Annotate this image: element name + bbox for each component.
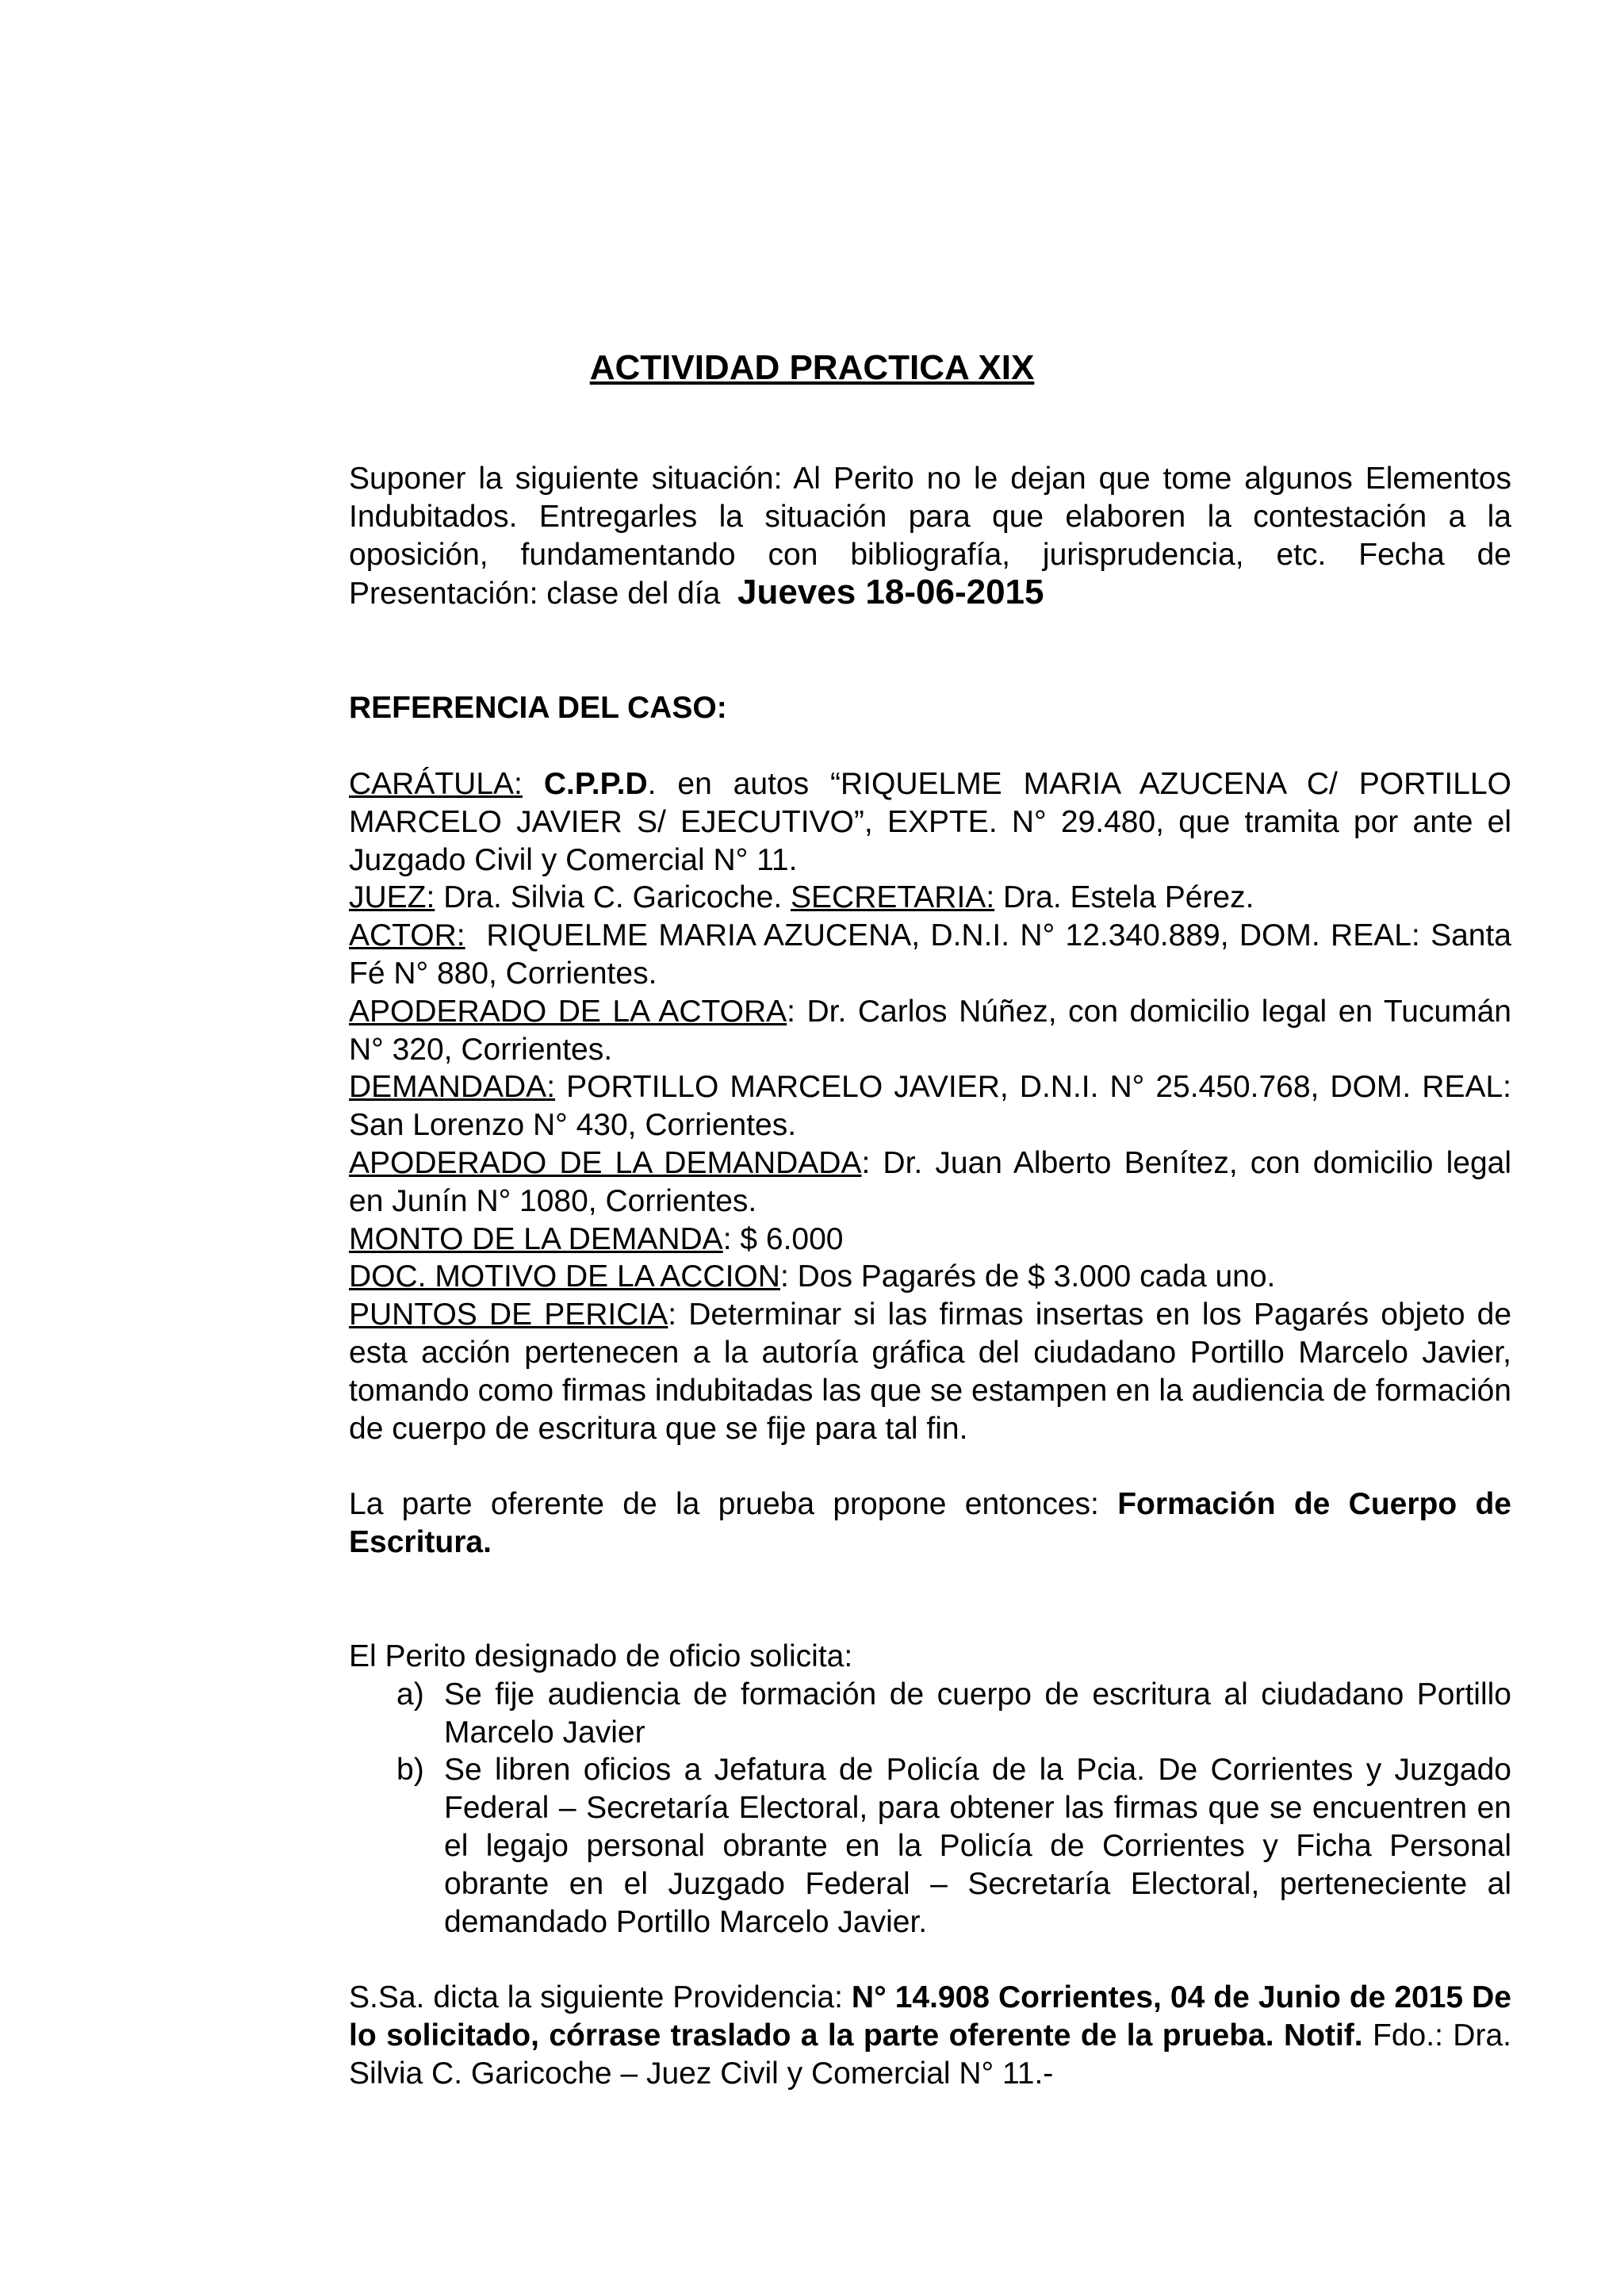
juez-text: Dra. Silvia C. Garicoche. (443, 880, 783, 915)
apoderado-actora-paragraph (349, 993, 1511, 1069)
propuesta-text: La parte oferente de la prueba propone entonces: (349, 1487, 1099, 1522)
apoderado-demandada-paragraph (349, 1144, 1511, 1221)
apoderado-demandada-text: : Dr. Juan Alberto Benítez, con domicilio legal en Junín N° 1080, Corrientes. (349, 1145, 1511, 1218)
providencia-paragraph (349, 1979, 1511, 2092)
list-marker: a) (396, 1677, 424, 1711)
puntos-pericia-label: PUNTOS DE PERICIA (349, 1297, 668, 1332)
providencia-text: S.Sa. dicta la siguiente Providencia: (349, 1980, 843, 2015)
doc-motivo-paragraph (349, 1258, 1511, 1296)
apoderado-actora-label: APODERADO DE LA ACTORA (349, 994, 787, 1029)
apoderado-demandada-label: APODERADO DE LA DEMANDADA (349, 1145, 862, 1180)
demandada-text: PORTILLO MARCELO JAVIER, D.N.I. N° 25.450.768, DOM. REAL: San Lorenzo N° 430, Corrientes. (349, 1070, 1511, 1143)
perito-requests-list (349, 1676, 1511, 1941)
propuesta-paragraph (349, 1485, 1511, 1562)
monto-text: : $ 6.000 (722, 1221, 844, 1256)
caratula-text: . en autos “RIQUELME MARIA AZUCENA C/ PORTILLO MARCELO JAVIER S/ EJECUTIVO”, EXPTE. N° 29.480, que tramita por ante el Juzgado Civil y Comercial N° 11. (349, 766, 1511, 877)
propuesta-bold: Formación de Cuerpo de Escritura. (349, 1487, 1511, 1560)
doc-motivo-text: : Dos Pagarés de $ 3.000 cada uno. (779, 1259, 1276, 1294)
presentation-date: Jueves 18-06-2015 (737, 573, 1044, 612)
actor-label: ACTOR: (349, 918, 465, 953)
list-item (349, 1751, 1511, 1941)
providencia-bold: N° 14.908 Corrientes, 04 de Junio de 2015 De lo solicitado, córrase traslado a la parte oferente de la prueba. Notif. (349, 1980, 1511, 2053)
list-item-text: Se fije audiencia de formación de cuerpo de escritura al ciudadano Portillo Marcelo Javier (444, 1677, 1511, 1750)
document-title: ACTIVIDAD PRACTICA XIX (589, 348, 1035, 387)
intro-paragraph (349, 460, 1511, 613)
doc-motivo-label: DOC. MOTIVO DE LA ACCION (349, 1259, 780, 1294)
demandada-label: DEMANDADA: (349, 1070, 556, 1105)
caratula-code: C.P.P.D (543, 766, 648, 801)
puntos-pericia-text: : Determinar si las firmas insertas en los Pagarés objeto de esta acción pertenecen a la autoría gráfica del ciudadano Portillo Marcelo Javier, tomando como firmas indubitadas las que se estampen en la audiencia de formación de cuerpo de escritura que se fije para tal fin. (349, 1297, 1512, 1446)
providencia-signature: Fdo.: Dra. Silvia C. Garicoche – Juez Civil y Comercial N° 11.- (349, 2018, 1511, 2091)
caratula-paragraph (349, 765, 1511, 879)
case-heading: REFERENCIA DEL CASO: (349, 691, 727, 726)
list-marker: b) (396, 1753, 424, 1788)
demandada-paragraph (349, 1068, 1511, 1144)
apoderado-actora-text: : Dr. Carlos Núñez, con domicilio legal en Tucumán N° 320, Corrientes. (349, 994, 1512, 1067)
monto-label: MONTO DE LA DEMANDA (349, 1221, 723, 1256)
juez-paragraph (349, 879, 1511, 917)
monto-paragraph (349, 1221, 1511, 1259)
secretaria-text: Dra. Estela Pérez. (1003, 880, 1254, 915)
actor-paragraph (349, 917, 1511, 993)
juez-label: JUEZ: (349, 880, 435, 915)
puntos-pericia-paragraph (349, 1296, 1511, 1447)
intro-text: Suponer la siguiente situación: Al Perito no le dejan que tome algunos Elementos Indubitados. Entregarles la situación para que elaboren la contestación a la oposición, fundamentando con bibliografía, jurisprudencia, etc. Fecha de Presentación: clase del día (349, 462, 1511, 611)
caratula-label: CARÁTULA: (349, 766, 523, 801)
document-body (349, 460, 1511, 2093)
list-item (349, 1676, 1511, 1752)
actor-text: RIQUELME MARIA AZUCENA, D.N.I. N° 12.340.889, DOM. REAL: Santa Fé N° 880, Corrientes. (349, 918, 1511, 991)
secretaria-label: SECRETARIA: (791, 880, 995, 915)
perito-intro: El Perito designado de oficio solicita: (349, 1639, 853, 1673)
list-item-text: Se libren oficios a Jefatura de Policía de la Pcia. De Corrientes y Juzgado Federal – Secretaría Electoral, para obtener las firmas que se encuentren en el legajo personal obrante en la Policía de Corrientes y Ficha Personal obrante en el Juzgado Federal – Secretaría Electoral, perteneciente al demandado Portillo Marcelo Javier. (444, 1753, 1511, 1939)
